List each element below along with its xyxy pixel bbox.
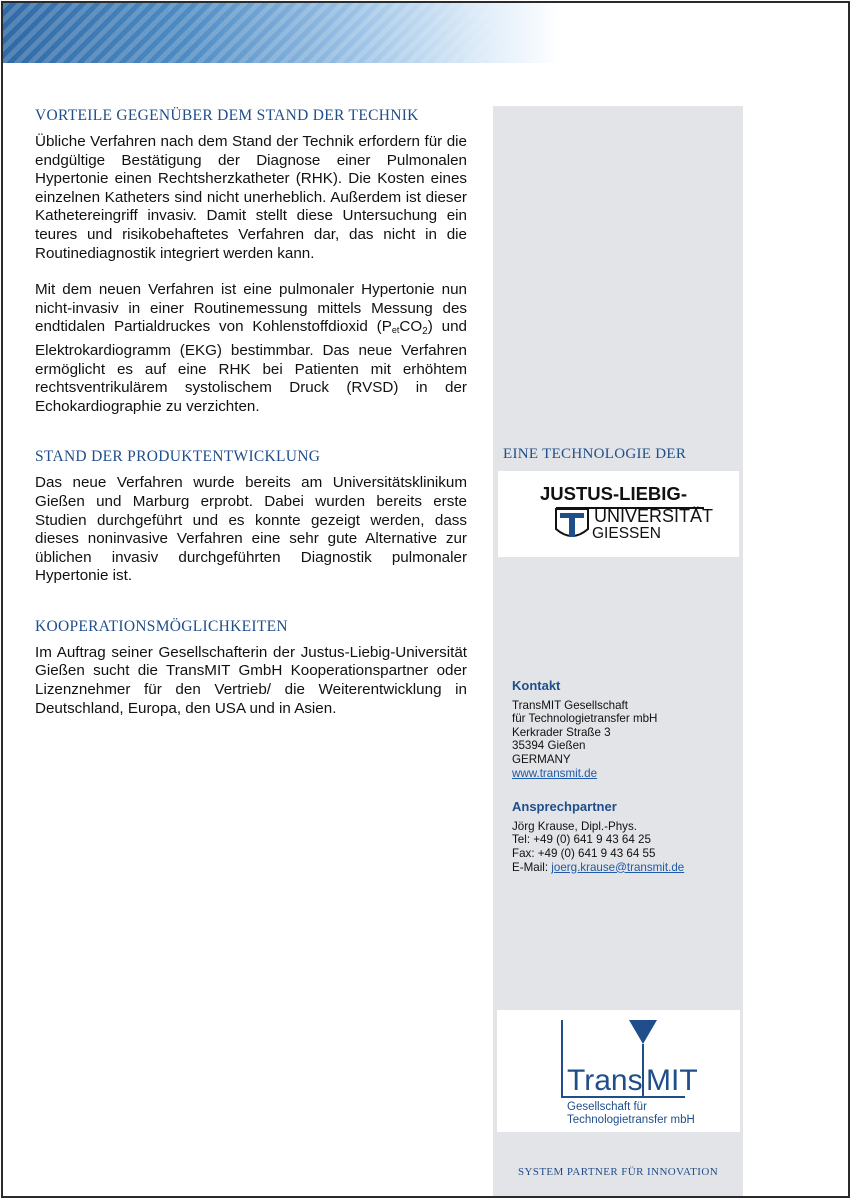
formula-co: CO bbox=[399, 318, 423, 336]
paragraph-advantages-2 bbox=[35, 281, 467, 416]
email-link[interactable]: joerg.krause@transmit.de bbox=[551, 860, 685, 874]
paragraph-cooperation: Im Auftrag seiner Gesellschafterin der Justus-Liebig-Universität Gießen sucht die TransMIT GmbH Kooperationspartner oder Lizenznehmer für den Vertrieb/ die Weiterentwicklung in Deutschland, Europa, den USA und in Asien. bbox=[35, 643, 467, 717]
section-title-advantages: VORTEILE GEGENÜBER DEM STAND DER TECHNIK bbox=[35, 107, 419, 124]
paragraph-text: Mit dem neuen Verfahren ist eine pulmonaler Hypertonie nun nicht-invasiv in einer Routinemessung mittels Messung des endtidalen Partialdruckes von Kohlenstoffdioxid (P bbox=[35, 281, 467, 336]
contact-line: 35394 Gießen bbox=[512, 739, 586, 753]
section-cooperation bbox=[35, 618, 467, 718]
triangle-icon bbox=[629, 1020, 657, 1044]
spacer bbox=[512, 780, 732, 800]
section-title-cooperation: KOOPERATIONSMÖGLICHKEITEN bbox=[35, 617, 288, 635]
email-label: E-Mail: bbox=[512, 860, 552, 874]
transmit-word-mit: MIT bbox=[646, 1064, 698, 1097]
uni-logo-line1: JUSTUS-LIEBIG- bbox=[540, 483, 687, 504]
paragraph-advantages-1: Übliche Verfahren nach dem Stand der Technik erfordern für die endgültige Bestätigung der Diagnose einer Pulmonalen Hypertonie einen Rechtsherzkatheter (RHK). Die Kosten eines einzelnen Katheters sind nicht unerheblich. Außerdem ist dieser Kathetereingriff invasiv. Damit stellt diese Untersuchung ein teures und risikobehaftetes Verfahren dar, das nicht in die Routinediagnostik integriert werden kann. bbox=[35, 133, 467, 262]
document-page bbox=[1, 1, 850, 1198]
paragraph-text: ) und Elektrokardiogramm (EKG) bestimmbar. Das neue Verfahren ermöglicht es auf eine RHK bei Patienten mit erhöhtem rechtsventrikulärem systolischem Druck (RVSD) in der Echokardiographie zu verzichten. bbox=[35, 318, 467, 415]
main-column bbox=[35, 107, 467, 718]
person-label: Ansprechpartner bbox=[512, 799, 617, 815]
subscript-2: 2 bbox=[422, 326, 428, 338]
university-logo bbox=[498, 471, 739, 557]
transmit-subline-1: Gesellschaft für bbox=[567, 1101, 647, 1113]
person-email-row bbox=[512, 861, 732, 875]
uni-logo-line3: GIESSEN bbox=[592, 525, 661, 542]
contact-line: GERMANY bbox=[512, 752, 571, 766]
section-advantages bbox=[35, 107, 467, 416]
person-name: Jörg Krause, Dipl.-Phys. bbox=[512, 819, 638, 833]
contact-line: für Technologietransfer mbH bbox=[512, 712, 658, 726]
subscript-et: et bbox=[391, 325, 400, 336]
sidebar bbox=[493, 106, 743, 1198]
transmit-subline-2: Technologietransfer mbH bbox=[567, 1114, 695, 1126]
contact-line: Kerkrader Straße 3 bbox=[512, 725, 611, 739]
paragraph-product-development: Das neue Verfahren wurde bereits am Universitätsklinikum Gießen und Marburg erprobt. Dabei wurden bereits erste Studien durchgeführt und es konnte gezeigt werden, dass dieses noninvasive Verfahren eine sehr gute Alternative zur üblichen invasiv durchgeführten Diagnostik pulmonaler Hypertonie ist. bbox=[35, 474, 467, 585]
sidebar-heading: EINE TECHNOLOGIE DER bbox=[503, 446, 687, 462]
uni-seal-icon bbox=[556, 509, 588, 537]
university-logo-graphic bbox=[498, 471, 739, 557]
sidebar-tagline: SYSTEM PARTNER FÜR INNOVATION bbox=[517, 1166, 719, 1178]
contact-line: TransMIT Gesellschaft bbox=[512, 698, 628, 712]
uni-logo-line2: UNIVERSITÄT bbox=[594, 506, 714, 526]
person-fax: Fax: +49 (0) 641 9 43 64 55 bbox=[512, 846, 656, 860]
transmit-logo bbox=[497, 1010, 740, 1132]
section-product-development bbox=[35, 448, 467, 586]
header-decorative-band bbox=[3, 3, 848, 63]
transmit-word-trans: Trans bbox=[567, 1064, 643, 1097]
section-title-product-development: STAND DER PRODUKTENTWICKLUNG bbox=[35, 448, 321, 466]
website-link[interactable]: www.transmit.de bbox=[512, 766, 598, 780]
contact-block bbox=[512, 679, 732, 874]
transmit-logo-graphic bbox=[497, 1010, 740, 1132]
contact-label: Kontakt bbox=[512, 678, 561, 693]
person-tel: Tel: +49 (0) 641 9 43 64 25 bbox=[512, 833, 651, 847]
